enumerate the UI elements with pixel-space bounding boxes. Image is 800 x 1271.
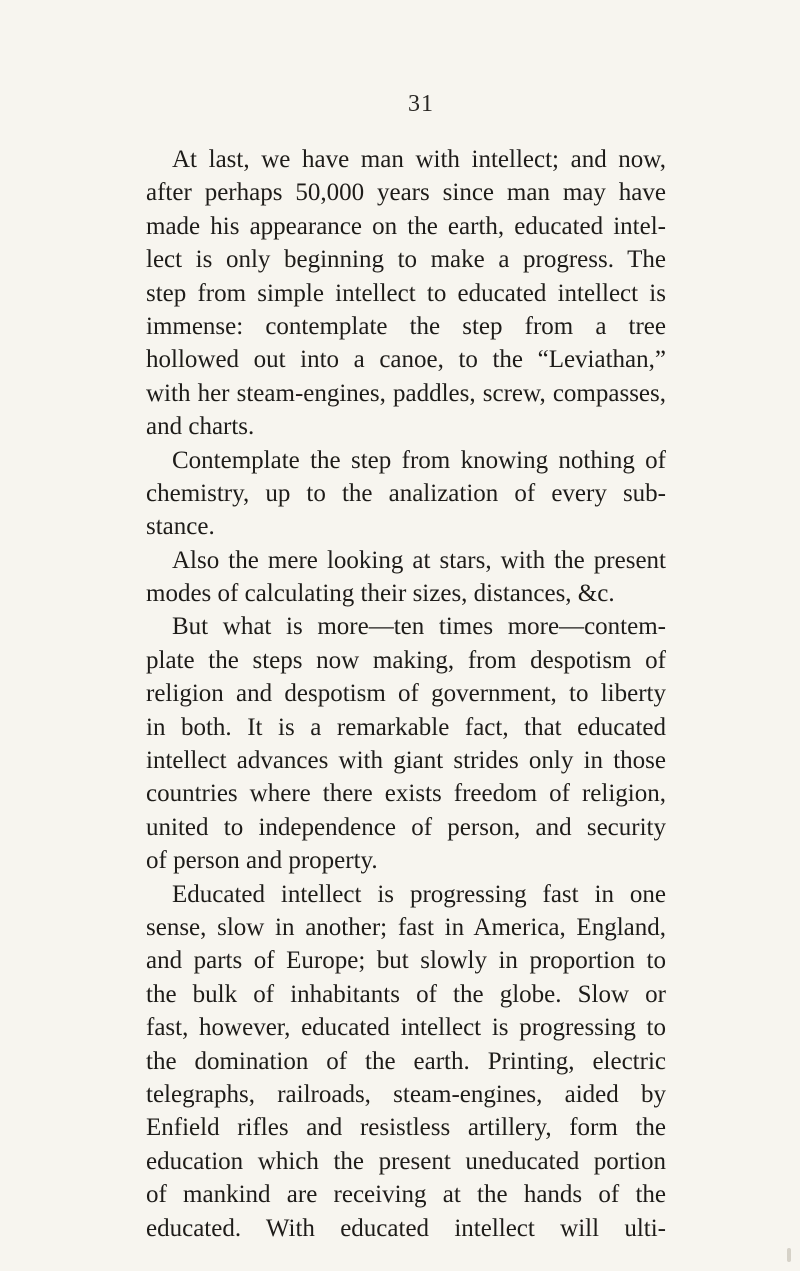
paragraph-line: step from simple intellect to educated intellect is: [146, 279, 666, 307]
paragraph-line: sense, slow in another; fast in America, England,: [146, 913, 666, 941]
paragraph-line: fast, however, educated intellect is progressing to: [146, 1014, 666, 1042]
paragraph-line: countries where there exists freedom of religion,: [146, 780, 666, 808]
paragraph-line: hollowed out into a canoe, to the “Leviathan,”: [146, 346, 666, 374]
paragraph-line: Contemplate the step from knowing nothing of: [172, 446, 666, 474]
paragraph-line: Also the mere looking at stars, with the present: [172, 546, 666, 574]
paragraph-line: and parts of Europe; but slowly in proportion to: [146, 947, 666, 975]
body-text: [146, 143, 666, 1245]
paragraph-line: united to independence of person, and security: [146, 813, 666, 841]
paragraph-line: lect is only beginning to make a progress. The: [146, 246, 666, 274]
paragraph-line: and charts.: [146, 413, 255, 441]
paragraph-3: [146, 544, 666, 611]
paragraph-line: modes of calculating their sizes, distances, &c.: [146, 580, 615, 608]
paragraph-2: [146, 444, 666, 544]
paragraph-line: of mankind are receiving at the hands of the: [146, 1181, 666, 1209]
paragraph-line: educated. With educated intellect will ulti-: [146, 1214, 666, 1242]
paragraph-line: Enfield rifles and resistless artillery, form the: [146, 1114, 666, 1142]
paragraph-5: [146, 878, 666, 1245]
paragraph-1: [146, 143, 666, 444]
paragraph-line: plate the steps now making, from despotism of: [146, 646, 666, 674]
paragraph-line: telegraphs, railroads, steam-engines, aided by: [146, 1080, 666, 1108]
scan-mark: [787, 1248, 791, 1262]
paragraph-line: in both. It is a remarkable fact, that educated: [146, 713, 666, 741]
paragraph-line: stance.: [146, 513, 215, 541]
paragraph-line: intellect advances with giant strides only in those: [146, 747, 666, 775]
paragraph-line: with her steam-engines, paddles, screw, compasses,: [146, 379, 666, 407]
paragraph-line: immense: contemplate the step from a tree: [146, 312, 666, 340]
paragraph-line: But what is more—ten times more—contem-: [172, 613, 666, 641]
paragraph-line: the domination of the earth. Printing, electric: [146, 1047, 666, 1075]
paragraph-line: At last, we have man with intellect; and now,: [172, 146, 666, 173]
paragraph-line: chemistry, up to the analization of every sub-: [146, 479, 666, 507]
paragraph-line: made his appearance on the earth, educated intel-: [146, 212, 666, 240]
paragraph-4: [146, 610, 666, 877]
paragraph-line: of person and property.: [146, 847, 378, 875]
paragraph-line: after perhaps 50,000 years since man may have: [146, 179, 666, 207]
paragraph-line: Educated intellect is progressing fast in one: [172, 880, 666, 908]
paragraph-line: education which the present uneducated portion: [146, 1147, 666, 1175]
page-number: 31: [408, 91, 434, 117]
paragraph-line: religion and despotism of government, to liberty: [146, 680, 666, 708]
paragraph-line: the bulk of inhabitants of the globe. Slow or: [146, 980, 666, 1008]
